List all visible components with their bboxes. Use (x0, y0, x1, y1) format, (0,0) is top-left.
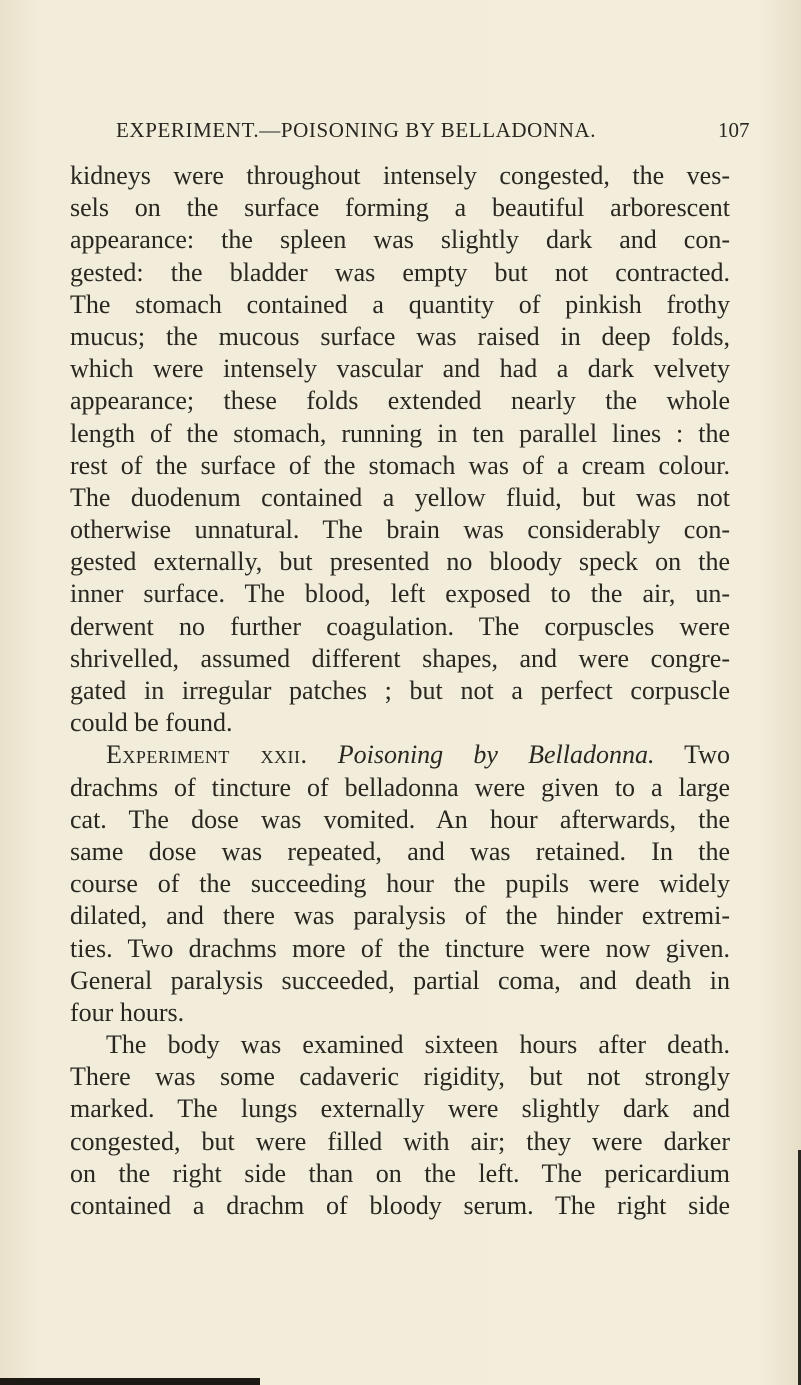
text-line: General paralysis succeeded, partial coma, and death in (70, 965, 730, 995)
text-line: dilated, and there was paralysis of the hinder extremi- (70, 901, 730, 931)
text-line: mucus; the mucous surface was raised in deep folds, (70, 321, 730, 351)
text-line: appearance: the spleen was slightly dark and con- (70, 225, 730, 255)
text-line: gated in irregular patches ; but not a perfect corpuscle (70, 676, 730, 705)
text-line: marked. The lungs externally were slightly dark and (70, 1094, 730, 1124)
text-line: shrivelled, assumed different shapes, and were congre- (70, 643, 730, 673)
text-line: The body was examined sixteen hours after death. (106, 1030, 730, 1060)
text-line: sels on the surface forming a beautiful arborescent (70, 193, 730, 223)
text-line: derwent no further coagulation. The corpuscles were (70, 611, 730, 641)
body-text (70, 160, 730, 1222)
experiment-title: Poisoning by Belladonna. (337, 740, 655, 770)
text-line: could be found. (70, 708, 233, 738)
text-line: on the right side than on the left. The pericardium (70, 1158, 730, 1188)
scan-edge-shadow (0, 1378, 260, 1385)
text-line: cat. The dose was vomited. An hour afterwards, the (70, 804, 730, 834)
text-line: four hours. (70, 997, 185, 1027)
text-line: which were intensely vascular and had a dark velvety (70, 354, 730, 384)
paragraph-experiment-xxii (70, 739, 730, 1029)
experiment-label: Experiment xxii. (106, 740, 308, 770)
paragraph-continuation (70, 160, 730, 739)
text-line: drachms of tincture of belladonna were given to a large (70, 772, 730, 802)
experiment-heading-line (70, 739, 730, 771)
text-line: contained a drachm of bloody serum. The right side (70, 1191, 730, 1220)
text-line: gested externally, but presented no bloody speck on the (70, 547, 730, 577)
text-line: The duodenum contained a yellow fluid, but was not (70, 482, 730, 512)
text-line: The stomach contained a quantity of pinkish frothy (70, 289, 730, 319)
text-line: There was some cadaveric rigidity, but not strongly (70, 1062, 730, 1092)
text-line: otherwise unnatural. The brain was considerably con- (70, 515, 730, 545)
text-line: inner surface. The blood, left exposed to the air, un- (70, 579, 730, 609)
paragraph-examination (70, 1029, 730, 1222)
text-line: congested, but were filled with air; they were darker (70, 1126, 730, 1156)
page-header (0, 118, 801, 148)
text-line: gested: the bladder was empty but not contracted. (70, 257, 730, 287)
text-line: same dose was repeated, and was retained. In the (70, 836, 730, 866)
page-number: 107 (718, 118, 750, 142)
text-line: length of the stomach, running in ten parallel lines : the (70, 418, 730, 448)
text-line: kidneys were throughout intensely congested, the ves- (70, 161, 730, 190)
running-title: EXPERIMENT.—POISONING BY BELLADONNA. (116, 118, 597, 142)
text-line: ties. Two drachms more of the tincture were now given. (70, 933, 730, 963)
experiment-heading-rest: Two (684, 740, 731, 770)
text-line: course of the succeeding hour the pupils were widely (70, 869, 730, 899)
text-line: appearance; these folds extended nearly the whole (70, 386, 730, 416)
text-line: rest of the surface of the stomach was of a cream colour. (70, 450, 730, 480)
